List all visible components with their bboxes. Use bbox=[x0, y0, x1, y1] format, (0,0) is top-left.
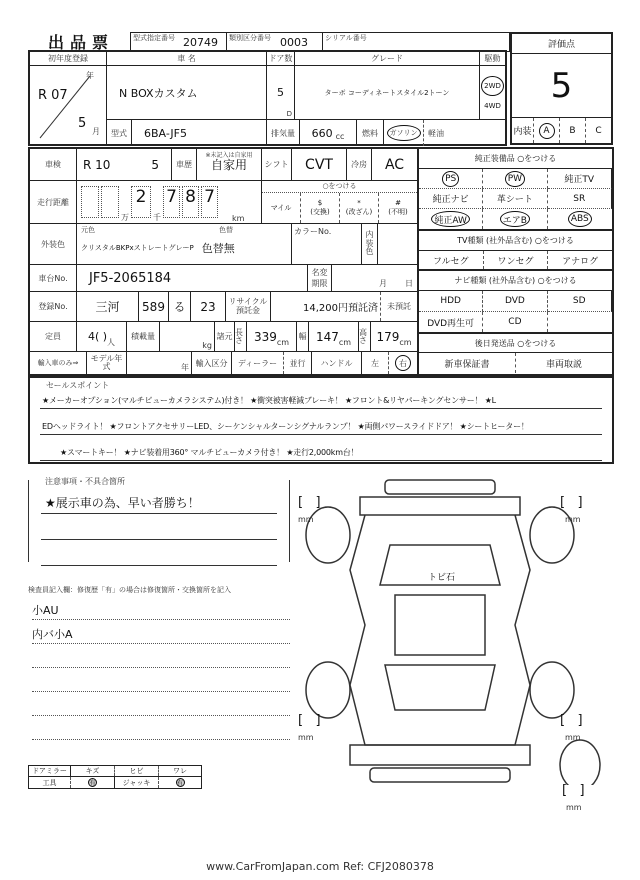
km-unit: km bbox=[232, 214, 245, 223]
mm-unit: mm bbox=[298, 515, 314, 524]
sales-points bbox=[28, 376, 614, 464]
type-value: 6BA-JF5 bbox=[132, 120, 267, 146]
height-value: 179 bbox=[376, 329, 400, 344]
odometer-digit: 7 bbox=[163, 186, 180, 218]
inspector-line: 内バ小A bbox=[32, 620, 290, 644]
equip-leather: 革シート bbox=[483, 189, 547, 209]
bracket: [ ] bbox=[560, 713, 583, 728]
wheel-rear-right bbox=[530, 662, 574, 718]
later-manual: 車両取説 bbox=[545, 359, 582, 370]
jack-value: 有 bbox=[176, 780, 183, 787]
inspection-label: 車検 bbox=[30, 149, 77, 180]
equip-abs: ABS bbox=[568, 211, 592, 227]
inspector-lines bbox=[32, 596, 290, 740]
repaint-label: 色替 bbox=[219, 226, 233, 234]
rear-section bbox=[350, 745, 530, 765]
recycle-none: 未預託 bbox=[387, 302, 411, 311]
wheel-rear-left bbox=[306, 662, 350, 718]
mm-unit: mm bbox=[565, 515, 581, 524]
inspector-label: 検査員記入欄：修復歴「有」の場合は修復箇所・交換箇所を記入 bbox=[28, 586, 231, 594]
tv-label: TV種類 (社外品含む) ○をつける bbox=[419, 231, 612, 251]
doors-label: ドア数 bbox=[267, 52, 295, 65]
shift-value: CVT bbox=[292, 149, 347, 180]
tv-oneseg: ワンセグ bbox=[484, 251, 549, 269]
score-value: 5 bbox=[512, 54, 611, 118]
crack-label: ヒビ bbox=[115, 766, 159, 776]
inspector-line bbox=[32, 644, 290, 668]
mileage-label: 走行距離 bbox=[30, 181, 77, 223]
displacement-label: 排気量 bbox=[267, 120, 300, 146]
inspector-line: 小AU bbox=[32, 596, 290, 620]
chassis-label: 車台No. bbox=[30, 265, 77, 291]
vehicle-table bbox=[28, 50, 507, 146]
jack-label: ジャッキ bbox=[115, 777, 159, 788]
sheet-title: 出品票 bbox=[48, 33, 115, 52]
navi-cd: CD bbox=[483, 312, 547, 332]
odometer bbox=[77, 181, 262, 223]
navi-dvd: DVD bbox=[483, 291, 547, 312]
score-box bbox=[510, 32, 613, 145]
drive-2wd: 2WD bbox=[481, 76, 504, 96]
month-unit: 月 bbox=[379, 279, 387, 288]
interior-grade-a: A bbox=[539, 123, 555, 139]
spare-wheel bbox=[560, 740, 600, 785]
exchanged-option: $ (交換) bbox=[301, 193, 340, 223]
equip-sr: SR bbox=[548, 189, 612, 209]
displacement-value: 660 bbox=[311, 126, 333, 140]
handle-left: 左 bbox=[362, 352, 389, 374]
doors-unit: D bbox=[286, 110, 292, 118]
length-label: 長さ bbox=[235, 322, 247, 351]
reg-kana: る bbox=[169, 292, 191, 321]
day-unit: 日 bbox=[405, 279, 413, 288]
ac-label: 冷房 bbox=[347, 149, 372, 180]
dealer-option: ディーラー bbox=[232, 352, 284, 374]
height-label: 高さ bbox=[359, 322, 371, 351]
interior-color-label: 内装色 bbox=[362, 224, 378, 264]
doors-value: 5 bbox=[277, 86, 284, 99]
model-year-label: モデル年式 bbox=[87, 352, 127, 374]
reg-number: 23 bbox=[191, 292, 226, 321]
tv-fullseg: フルセグ bbox=[419, 251, 484, 269]
load-label: 積載量 bbox=[127, 322, 160, 351]
later-warranty: 新車保証書 bbox=[419, 353, 516, 373]
mirror-tool-table bbox=[28, 765, 202, 789]
first-reg-label: 初年度登録 bbox=[30, 52, 107, 65]
handle-right: 右 bbox=[395, 355, 411, 371]
cm-unit: cm bbox=[276, 338, 290, 347]
roof bbox=[395, 595, 485, 655]
inspector-line bbox=[32, 668, 290, 692]
tool-label: 工具 bbox=[29, 777, 71, 788]
bracket: [ ] bbox=[562, 783, 585, 798]
front-section bbox=[360, 497, 520, 515]
interior-grade-b: B bbox=[560, 118, 586, 143]
year-unit: 年 bbox=[86, 71, 94, 80]
length-value: 339 bbox=[253, 329, 277, 344]
odometer-digit: 8 bbox=[182, 186, 199, 218]
capacity-label: 定員 bbox=[30, 322, 77, 351]
orig-color-label: 元色 bbox=[81, 226, 95, 234]
equip-ps: PS bbox=[442, 171, 459, 187]
tampered-option: * (改ざん) bbox=[340, 193, 379, 223]
handle-label: ハンドル bbox=[312, 352, 362, 374]
odometer-digit: 2 bbox=[131, 186, 151, 218]
ac-value: AC bbox=[384, 156, 405, 173]
grade-value: ターボ コーディネートスタイル2トーン bbox=[295, 66, 480, 119]
recycle-label: リサイクル預託金 bbox=[226, 292, 271, 321]
interior-label: 内装 bbox=[512, 118, 534, 143]
equipment-panel bbox=[417, 149, 612, 374]
later-label: 後日発送品 ○をつける bbox=[419, 334, 612, 353]
sales-line: EDヘッドライト！ ★フロントアクセサリーLED、シーケンシャルターンシグナルランプ！ ★両側パワースライドドア！ ★シートヒーター！ bbox=[40, 409, 602, 435]
odometer-digit bbox=[101, 186, 119, 218]
fuel-diesel: 軽油 bbox=[428, 128, 444, 138]
odometer-digit bbox=[81, 186, 99, 218]
parallel-option: 並行 bbox=[284, 352, 312, 374]
recycle-value: 14,200円預託済 bbox=[271, 292, 381, 321]
navi-dvd-play: DVD再生可 bbox=[419, 312, 483, 332]
equip-tv: 純正TV bbox=[548, 169, 612, 189]
month-unit: 月 bbox=[92, 127, 100, 136]
inspector-line bbox=[32, 692, 290, 716]
person-unit: 人 bbox=[107, 338, 116, 347]
drive-4wd: 4WD bbox=[484, 101, 501, 110]
color-label: 外装色 bbox=[30, 224, 77, 264]
first-reg-month: 5 bbox=[78, 116, 87, 131]
mark-label: ○をつける bbox=[262, 181, 417, 193]
spec-label: 諸元 bbox=[215, 322, 235, 351]
broken-label: ワレ bbox=[173, 767, 187, 775]
damage-mark: トビ石 bbox=[428, 573, 456, 583]
bracket: [ ] bbox=[298, 495, 321, 510]
year-unit: 年 bbox=[127, 352, 192, 374]
notes-line bbox=[41, 540, 277, 566]
model-designation-label: 型式指定番号 bbox=[133, 34, 175, 42]
inspection-value: R 10 bbox=[83, 157, 111, 172]
chassis-number: JF5-2065184 bbox=[77, 265, 308, 291]
serial-label: シリアル番号 bbox=[325, 34, 367, 42]
width-value: 147 bbox=[315, 329, 339, 344]
navi-hdd: HDD bbox=[419, 291, 483, 312]
fuel-label: 燃料 bbox=[357, 120, 384, 146]
rear-bumper bbox=[370, 768, 510, 782]
tool-value: 有 bbox=[89, 780, 96, 787]
rear-window bbox=[385, 665, 495, 710]
first-reg-year: R 07 bbox=[38, 88, 68, 103]
mm-unit: mm bbox=[298, 733, 314, 742]
history-value: 自家用 bbox=[210, 158, 247, 172]
import-label: 輸入車のみ⇒ bbox=[30, 352, 87, 374]
header-codes bbox=[130, 32, 510, 52]
footer-ref: www.CarFromJapan.com Ref: CFJ2080378 bbox=[206, 860, 434, 873]
name-change-label: 名変期限 bbox=[308, 265, 332, 291]
navi-label: ナビ種類 (社外品含む) ○をつける bbox=[419, 271, 612, 291]
grade-label: グレード bbox=[295, 52, 480, 65]
notes-line bbox=[41, 514, 277, 540]
cm-unit: cm bbox=[338, 338, 352, 347]
equip-pw: PW bbox=[505, 171, 525, 187]
orig-color: クリスタルBKPxストレートグレーP bbox=[81, 244, 194, 252]
reg-label: 登録No. bbox=[30, 292, 77, 321]
scratch-label: キズ bbox=[71, 766, 115, 776]
door-mirror-label: ドアミラー bbox=[29, 766, 71, 776]
sen-unit: 千 bbox=[153, 213, 161, 222]
reg-area: 三河 bbox=[77, 292, 139, 321]
cc-unit: cc bbox=[335, 131, 345, 141]
unknown-option: # (不明) bbox=[388, 199, 408, 216]
interior-grade-c: C bbox=[595, 125, 602, 136]
navi-sd: SD bbox=[548, 291, 612, 312]
car-name-label: 車 名 bbox=[107, 52, 267, 65]
category-label: 類別区分番号 bbox=[229, 34, 271, 42]
equip-aw: 純正AW bbox=[431, 211, 470, 227]
mile-option: マイル bbox=[262, 193, 301, 223]
color-no-label: カラーNo. bbox=[294, 227, 332, 236]
equipment-label: 純正装備品 ○をつける bbox=[419, 149, 612, 169]
sales-line: ★メーカーオプション(マルチビューカメラシステム)付き！ ★衝突被害軽減ブレーキ！ ★フロント&リヤパーキングセンサー！ ★L bbox=[40, 391, 602, 409]
front-bumper bbox=[385, 480, 495, 494]
tv-analog: アナログ bbox=[562, 256, 599, 267]
fuel-gasoline: ガソリン bbox=[387, 125, 421, 141]
category-number: 0003 bbox=[280, 35, 308, 49]
inspection-month: 5 bbox=[151, 157, 159, 172]
equip-airbag: エアB bbox=[500, 211, 530, 227]
notes-label: 注意事項・不具合箇所 bbox=[45, 477, 125, 486]
model-designation: 20749 bbox=[183, 35, 218, 49]
inspector-line bbox=[32, 716, 290, 740]
details-table bbox=[28, 147, 614, 376]
capacity-value: 4( ) bbox=[87, 330, 108, 343]
mm-unit: mm bbox=[565, 733, 581, 742]
sales-label: セールスポイント bbox=[46, 381, 110, 390]
first-registration bbox=[30, 66, 107, 144]
repaint-value: 色替無 bbox=[201, 242, 235, 255]
cm-unit: cm bbox=[399, 338, 412, 347]
drive-label: 駆動 bbox=[484, 54, 501, 63]
history-note: ※未記入は自家用 bbox=[205, 152, 253, 159]
notes-line: ★展示車の為、早い者勝ち！ bbox=[41, 488, 277, 514]
sales-line: ★スマートキー！ ★ナビ装着用360° マルチビューカメラ付き！ ★走行2,000km台！ bbox=[40, 435, 602, 461]
type-label: 型式 bbox=[107, 120, 132, 146]
bracket: [ ] bbox=[298, 713, 321, 728]
kg-unit: kg bbox=[160, 322, 215, 351]
mm-unit: mm bbox=[566, 803, 582, 812]
man-unit: 万 bbox=[121, 213, 129, 222]
reg-class: 589 bbox=[139, 292, 169, 321]
car-name: N BOXカスタム bbox=[107, 66, 267, 119]
notes-box bbox=[28, 477, 290, 562]
bracket: [ ] bbox=[560, 495, 583, 510]
history-label: 車歴 bbox=[172, 149, 197, 180]
shift-label: シフト bbox=[262, 149, 292, 180]
score-label: 評価点 bbox=[512, 34, 611, 54]
width-label: 幅 bbox=[297, 322, 309, 351]
odometer-digit: 7 bbox=[201, 186, 218, 218]
equip-navi: 純正ナビ bbox=[419, 189, 483, 209]
import-type-label: 輸入区分 bbox=[192, 352, 232, 374]
